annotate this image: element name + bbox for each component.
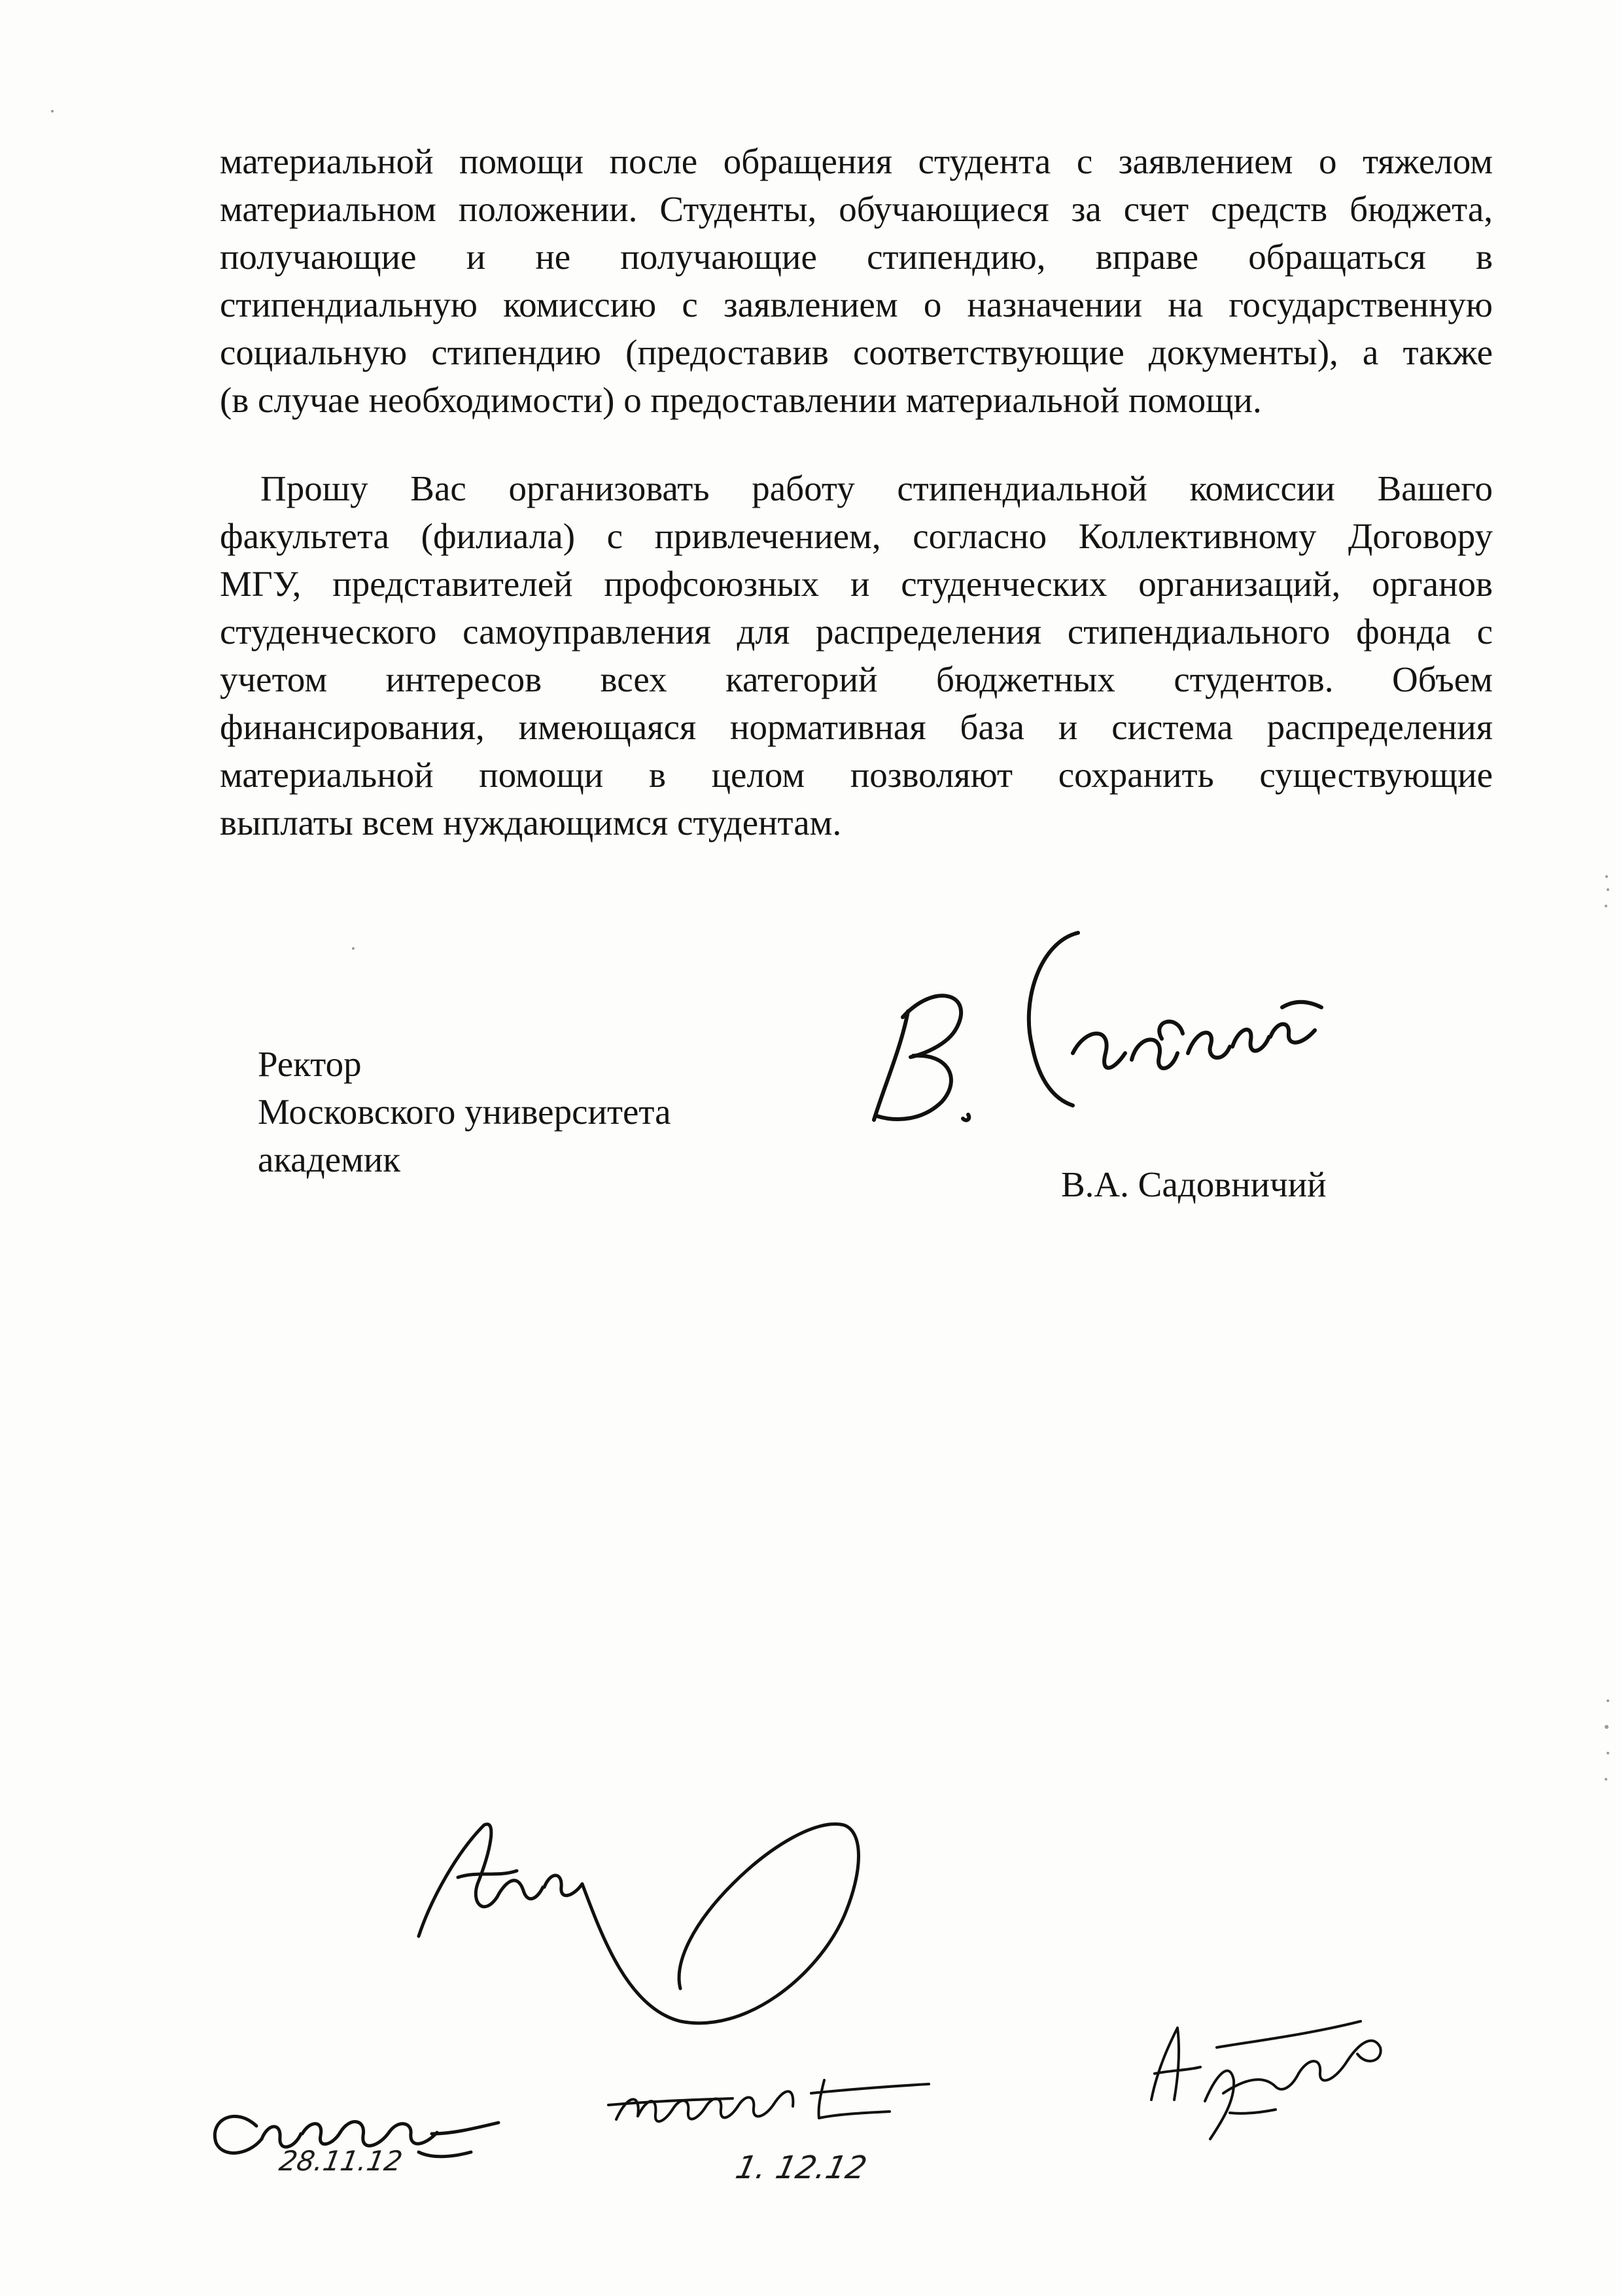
paragraph-1-line: материальной помощи после обращения студента с заявлением о тяжелом <box>220 141 1493 181</box>
signatory-name: В.А. Садовничий <box>1061 1164 1327 1204</box>
paragraph-2-line: учетом интересов всех категорий бюджетных студентов. Объем <box>220 659 1493 699</box>
paragraph-1-line: получающие и не получающие стипендию, вправе обращаться в <box>220 237 1493 277</box>
paragraph-1-line: стипендиальную комиссию с заявлением о назначении на государственную <box>220 285 1493 324</box>
paragraph-2-line: студенческого самоуправления для распределения стипендиального фонда с <box>220 612 1493 652</box>
signature-large <box>419 1824 859 2023</box>
paragraph-1-line: материальном положении. Студенты, обучающиеся за счет средств бюджета, <box>220 189 1493 229</box>
paragraph-2-line: выплаты всем нуждающимся студентам. <box>220 803 842 843</box>
signatory-title-line: академик <box>258 1139 401 1179</box>
signatory-title-line: Московского университета <box>258 1092 671 1132</box>
paragraph-2-line: факультета (филиала) с привлечением, согласно Коллективному Договору <box>220 516 1493 556</box>
paragraph-2-line: МГУ, представителей профсоюзных и студенческих организаций, органов <box>220 564 1493 604</box>
signatory-title-line: Ректор <box>258 1044 362 1084</box>
rector-signature <box>874 933 1321 1120</box>
signature-right <box>1151 2021 1381 2139</box>
handwritten-date-right: 1. 12.12 <box>732 2149 870 2186</box>
signature-middle <box>608 2080 929 2121</box>
handwritten-date-middle: 28.11.12 <box>277 2145 405 2177</box>
paragraph-1-line: (в случае необходимости) о предоставлении материальной помощи. <box>220 380 1262 420</box>
paragraph-1-line: социальную стипендию (предоставив соответствующие документы), а также <box>220 332 1493 372</box>
paragraph-2-line: Прошу Вас организовать работу стипендиальной комиссии Вашего <box>260 468 1493 508</box>
paragraph-2-line: материальной помощи в целом позволяют сохранить существующие <box>220 755 1493 795</box>
scan-artifacts <box>51 110 1609 1781</box>
paragraph-2-line: финансирования, имеющаяся нормативная база и система распределения <box>220 707 1493 747</box>
